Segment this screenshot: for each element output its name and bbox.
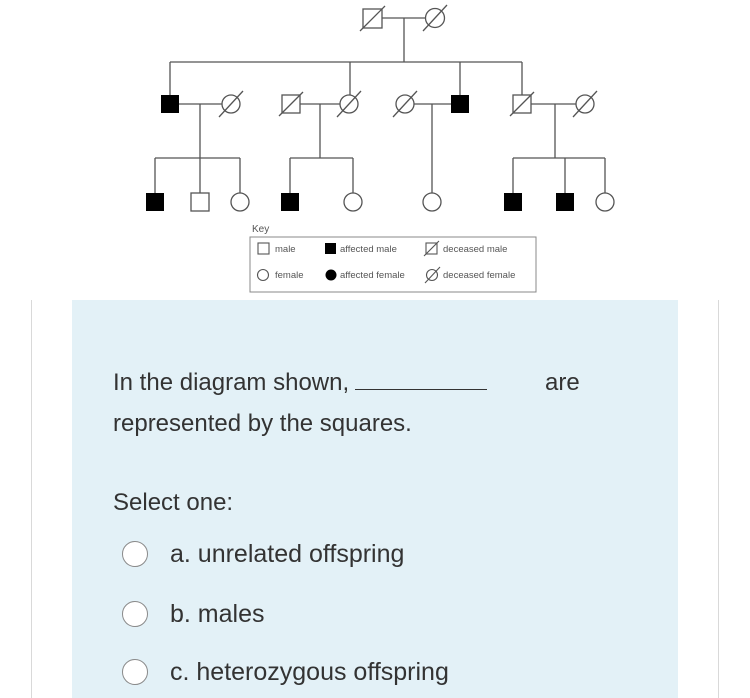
key-affected-male-icon [325,243,336,254]
key-male-label: male [275,244,296,255]
gen2-deceased-male-2 [510,92,534,116]
option-a[interactable] [122,537,404,571]
gen1-deceased-male [360,6,385,31]
gen2-deceased-male-1 [279,92,303,116]
option-a-label[interactable]: a. unrelated offspring [170,539,405,568]
gen2-deceased-female-3 [393,91,417,117]
option-b-label[interactable]: b. males [170,599,265,628]
question-text-line2: represented by the squares. [113,410,412,437]
gen3-affected-male-3 [504,193,522,211]
gen2-deceased-female-1 [219,91,243,117]
pedigree-diagram [0,0,750,300]
gen3-female-2 [344,193,362,211]
key-female-icon [258,270,269,281]
question-text [113,362,633,444]
gen3-female-3 [423,193,441,211]
key-affected-female-label: affected female [340,270,405,281]
option-a-radio[interactable] [122,541,148,567]
gen3-male-1 [191,193,209,211]
gen3-affected-male-2 [281,193,299,211]
key-deceased-male-label: deceased male [443,244,508,255]
gen3-affected-male-4 [556,193,574,211]
key-affected-female-icon [326,270,337,281]
gen3-affected-male-1 [146,193,164,211]
question-text-after: are [545,369,580,396]
gen2-deceased-female-4 [573,91,597,117]
gen3-female-1 [231,193,249,211]
option-b-radio[interactable] [122,601,148,627]
key-deceased-male-icon [424,241,439,256]
gen2-deceased-female-2 [337,91,361,117]
option-c-label[interactable]: c. heterozygous offspring [170,657,449,686]
answer-blank [355,369,487,390]
gen2-affected-male-2 [451,95,469,113]
option-c[interactable] [122,655,449,689]
option-c-radio[interactable] [122,659,148,685]
select-one-label: Select one: [113,489,234,516]
option-b[interactable] [122,597,264,631]
key-female-label: female [275,270,304,281]
key-title: Key [252,224,270,235]
gen3-female-4 [596,193,614,211]
gen2-affected-male-1 [161,95,179,113]
key-male-icon [258,243,269,254]
key-deceased-female-label: deceased female [443,270,516,281]
key-affected-male-label: affected male [340,244,397,255]
gen1-deceased-female [423,5,447,31]
question-text-before: In the diagram shown, [113,369,350,396]
